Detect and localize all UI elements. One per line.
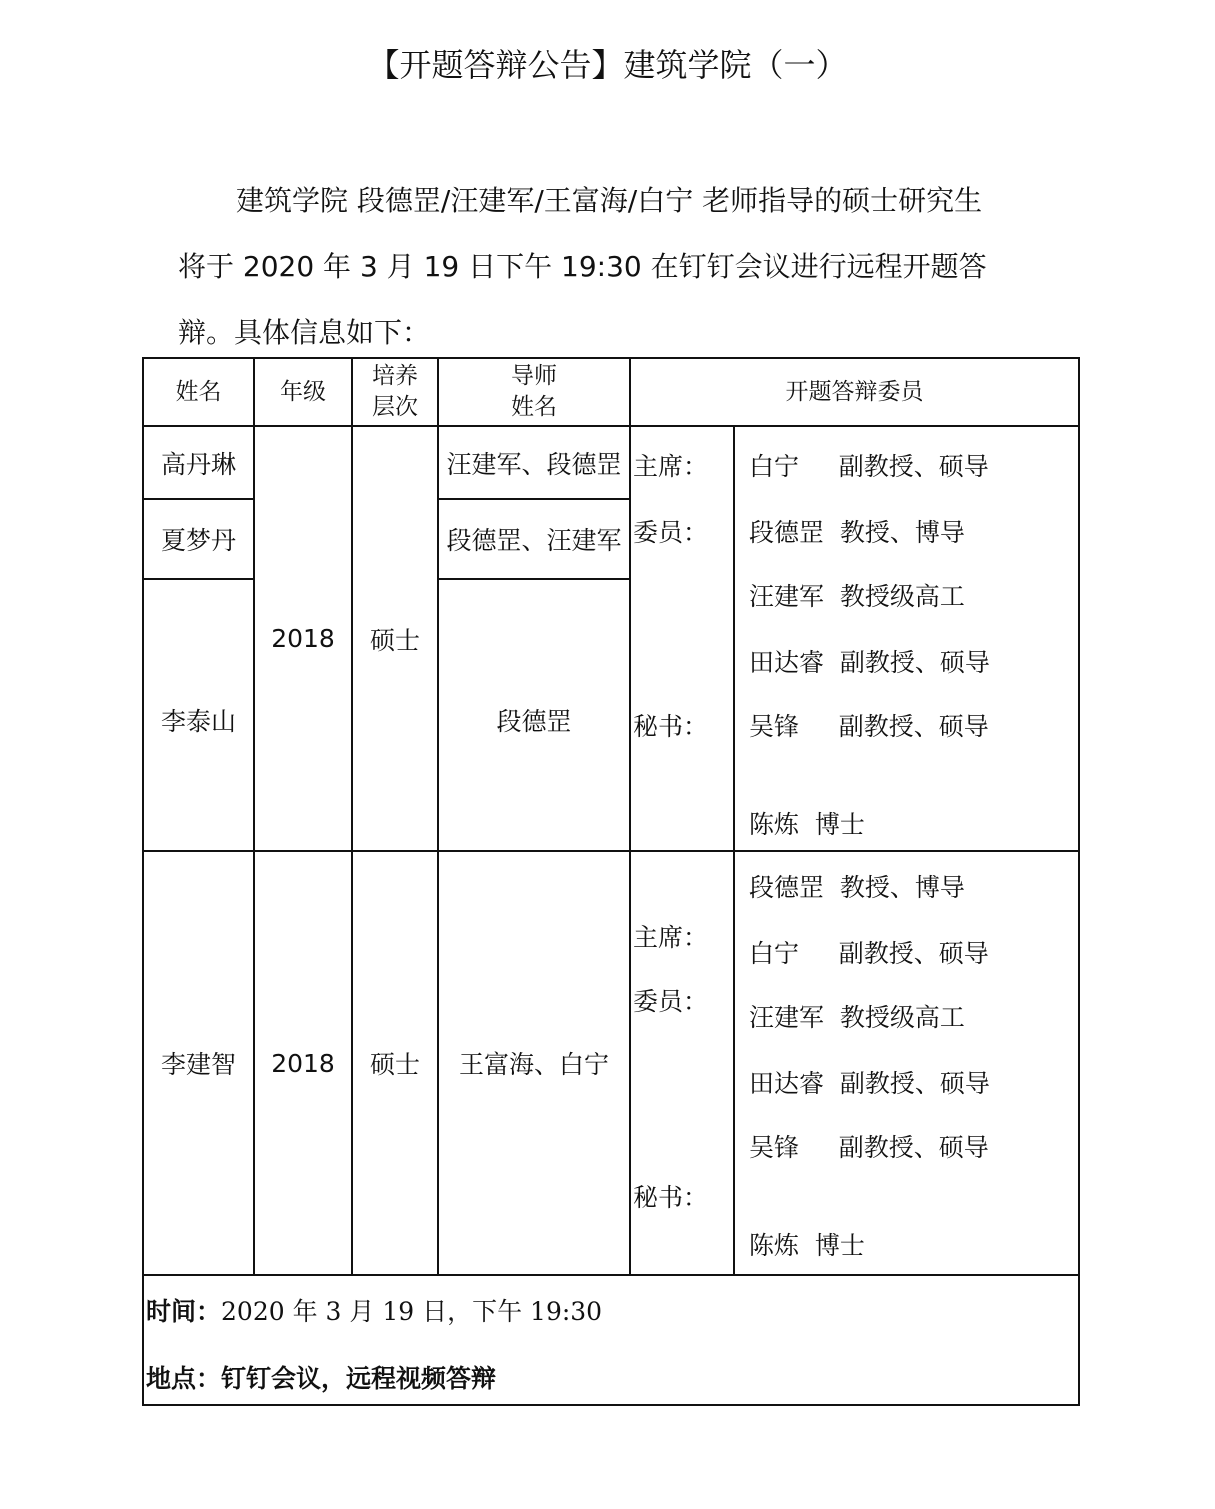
intro-line-1: 建筑学院 段德罡/汪建军/王富海/白宁 老师指导的硕士研究生: [236, 184, 983, 217]
header-level: [352, 358, 438, 426]
role-secretary: 秘书：: [633, 1183, 709, 1212]
committee-member: 田达睿 副教授、硕导: [749, 1069, 990, 1098]
advisor-cell: 王富海、白宁: [438, 851, 630, 1275]
committee-member: 白宁 副教授、硕导: [749, 452, 989, 481]
time-value: 2020 年 3 月 19 日，下午 19:30: [221, 1297, 603, 1326]
role-member: 委员：: [633, 987, 709, 1016]
committee-member: 陈炼 博士: [749, 1231, 865, 1260]
defense-table: [142, 357, 1080, 1406]
time-label: 时间：: [146, 1297, 222, 1326]
time-line: [146, 1292, 602, 1328]
advisor-cell: 段德罡: [438, 579, 630, 851]
student-name: 李泰山: [143, 579, 254, 851]
roles-cell: [630, 426, 734, 851]
intro-line-3: 辩。具体信息如下：: [178, 316, 431, 349]
header-advisor-line1: 导师: [511, 363, 557, 389]
intro-line-2: 将于 2020 年 3 月 19 日下午 19:30 在钉钉会议进行远程开题答: [178, 250, 987, 283]
committee-member: 吴锋 副教授、硕导: [749, 712, 989, 741]
committee-member: 陈炼 博士: [749, 810, 865, 839]
committee-member: 白宁 副教授、硕导: [749, 939, 989, 968]
table-row: [143, 851, 1079, 1275]
student-name: 高丹琳: [143, 426, 254, 499]
header-advisor-line2: 姓名: [511, 394, 557, 420]
place-line: 地点：钉钉会议，远程视频答辩: [146, 1364, 497, 1393]
header-grade: 年级: [254, 358, 352, 426]
grade-cell: 2018: [254, 851, 352, 1275]
committee-member: 段德罡 教授、博导: [749, 873, 965, 902]
committee-member: 田达睿 副教授、硕导: [749, 648, 990, 677]
committee-member: 汪建军 教授级高工: [749, 1003, 965, 1032]
role-chair: 主席：: [633, 452, 709, 481]
footer-cell: [143, 1275, 1079, 1405]
page-title: 【开题答辩公告】建筑学院（一）: [367, 46, 848, 84]
committee-members-cell: [734, 851, 1079, 1275]
committee-member: 段德罡 教授、博导: [749, 518, 965, 547]
advisor-cell: 段德罡、汪建军: [438, 499, 630, 579]
header-name: 姓名: [143, 358, 254, 426]
committee-member: 汪建军 教授级高工: [749, 582, 965, 611]
header-advisor: [438, 358, 630, 426]
role-secretary: 秘书：: [633, 712, 709, 741]
student-name: 夏梦丹: [143, 499, 254, 579]
roles-cell: [630, 851, 734, 1275]
table-row: [143, 426, 1079, 499]
intro-paragraph: [178, 168, 1048, 366]
table-footer-row: [143, 1275, 1079, 1405]
role-chair: 主席：: [633, 923, 709, 952]
committee-member: 吴锋 副教授、硕导: [749, 1133, 989, 1162]
role-member: 委员：: [633, 518, 709, 547]
level-cell: 硕士: [352, 851, 438, 1275]
student-name: 李建智: [143, 851, 254, 1275]
grade-cell: 2018: [254, 426, 352, 851]
level-cell: 硕士: [352, 426, 438, 851]
committee-members-cell: [734, 426, 1079, 851]
table-header-row: [143, 358, 1079, 426]
header-committee: 开题答辩委员: [630, 358, 1079, 426]
header-level-line2: 层次: [372, 394, 418, 420]
advisor-cell: 汪建军、段德罡: [438, 426, 630, 499]
header-level-line1: 培养: [372, 363, 418, 389]
